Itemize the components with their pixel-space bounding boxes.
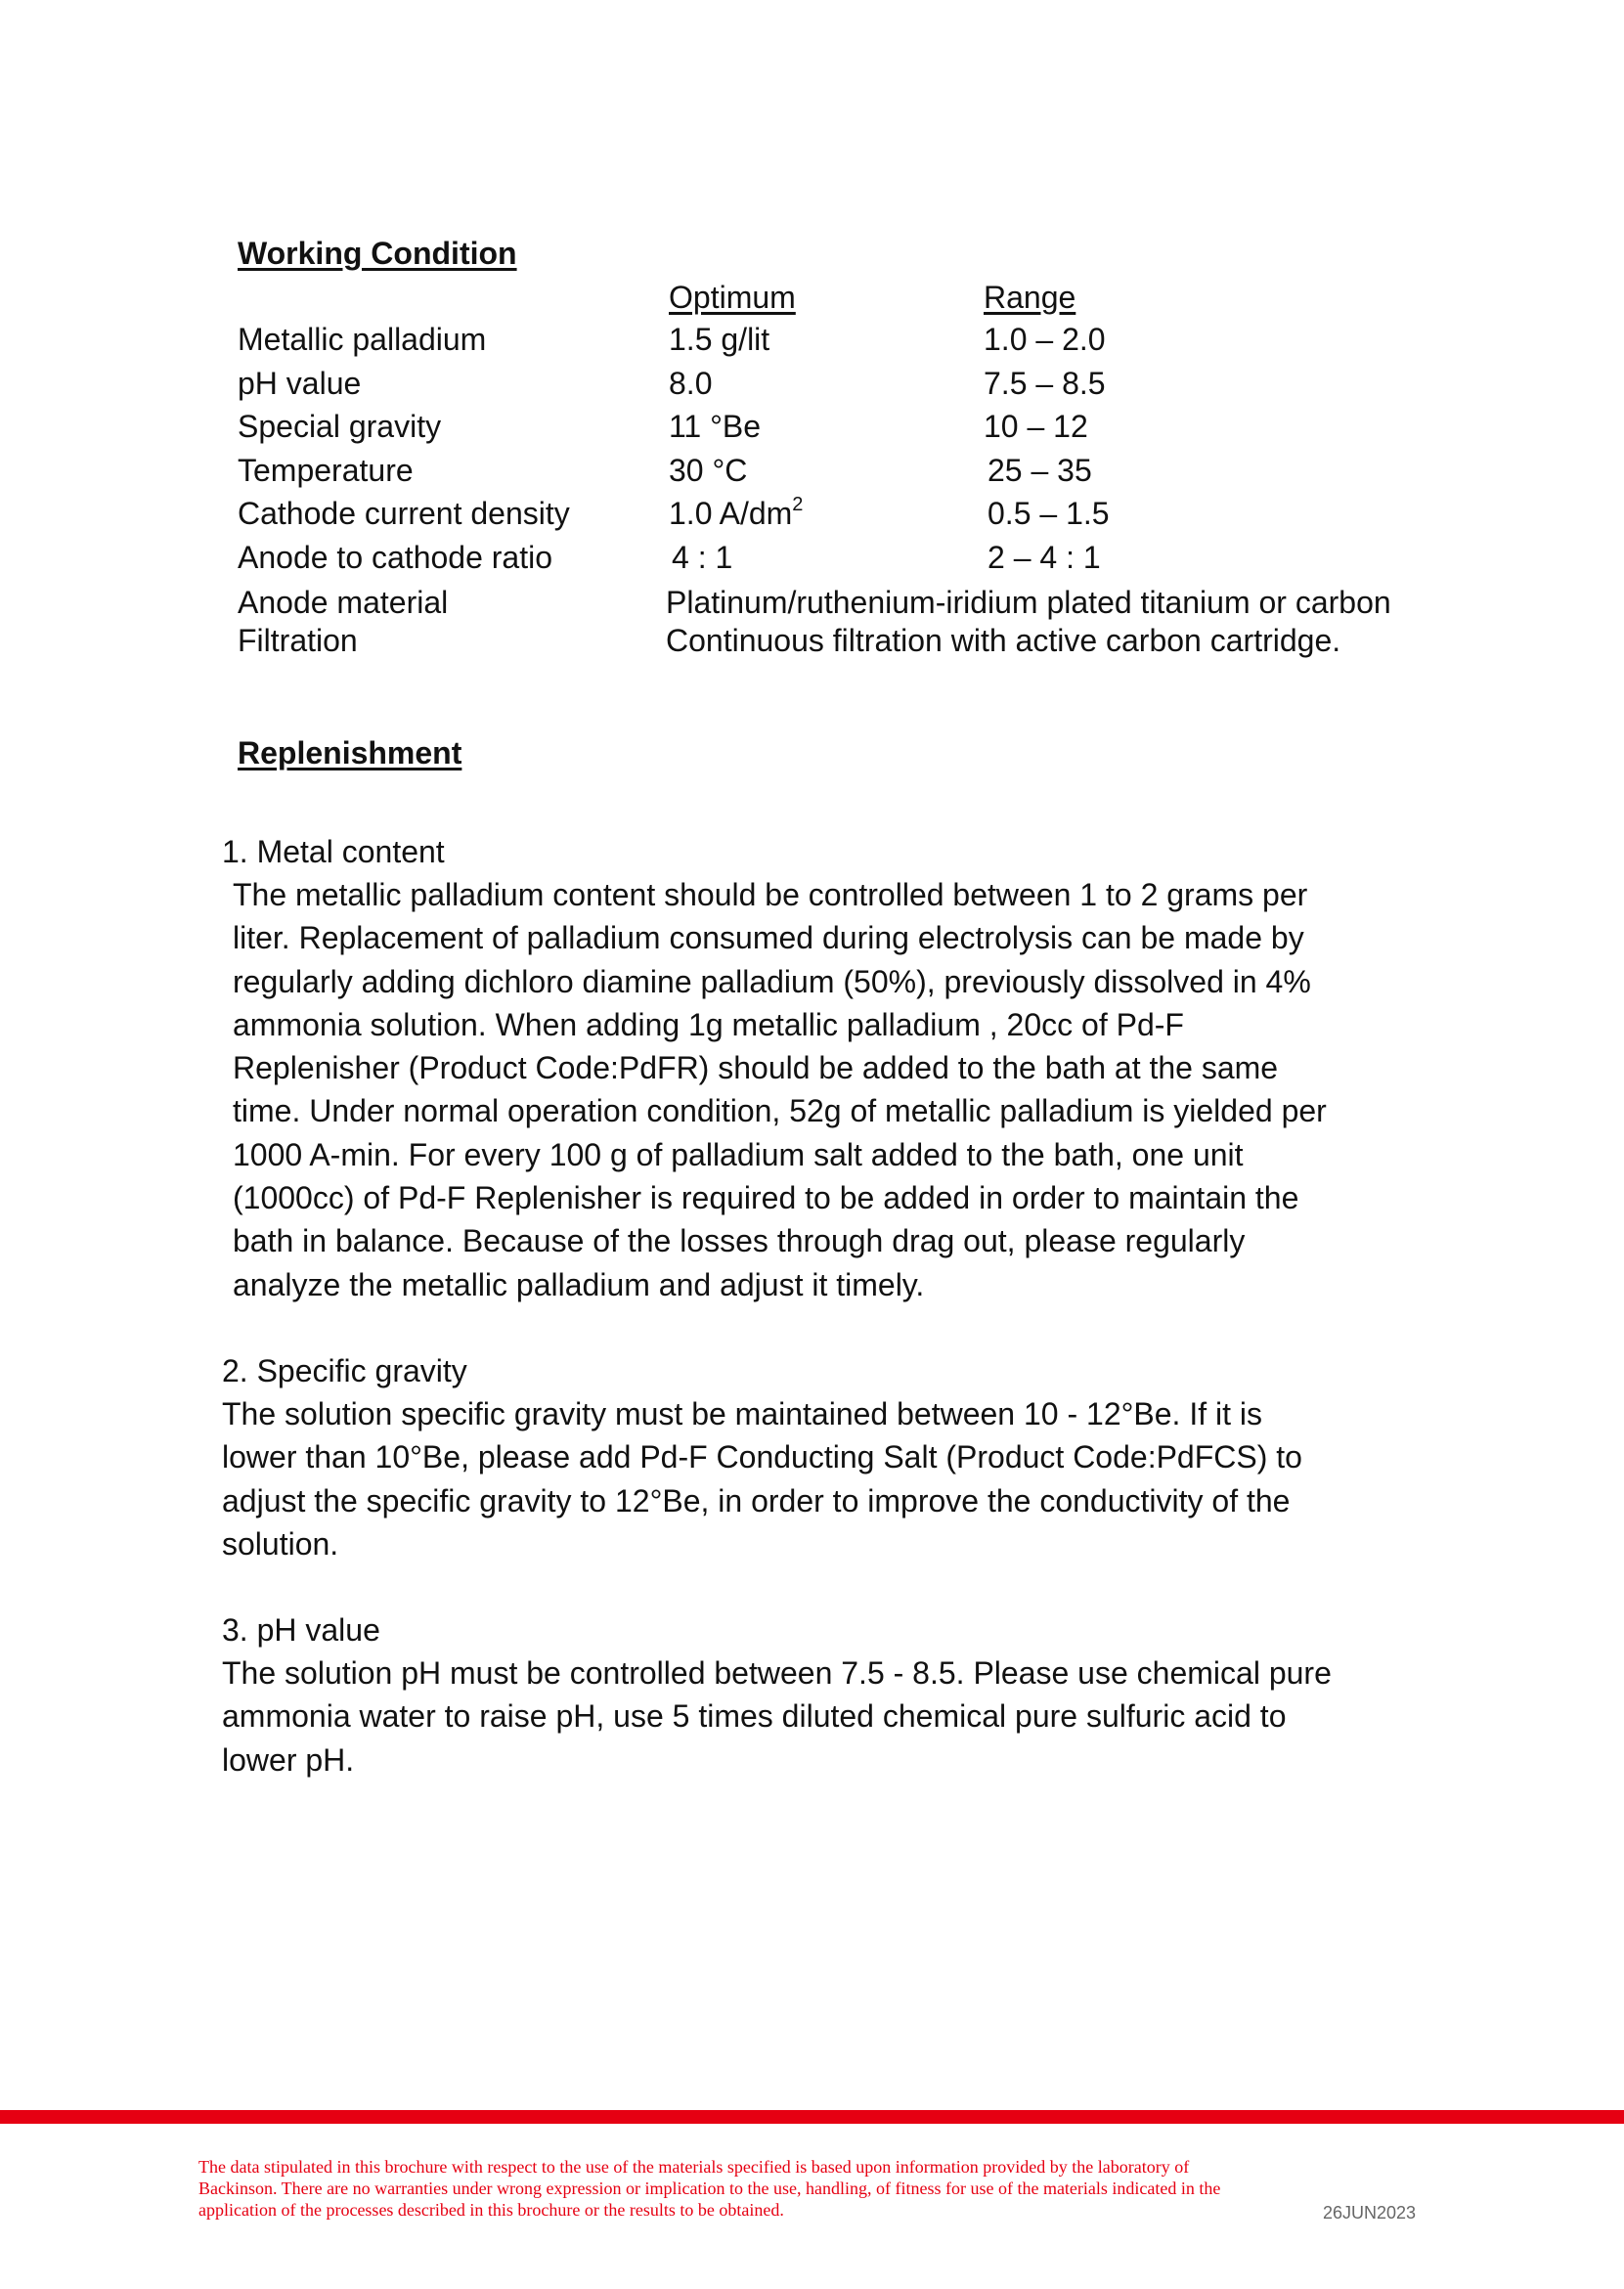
- condition-range: 25 – 35: [988, 453, 1092, 488]
- working-condition-heading: Working Condition: [238, 236, 517, 271]
- condition-range: 0.5 – 1.5: [988, 496, 1110, 531]
- condition-optimum: 8.0: [669, 366, 713, 401]
- condition-label: Special gravity: [238, 409, 442, 444]
- section-title-ph-value: 3. pH value: [222, 1612, 380, 1648]
- anode-material-label: Anode material: [238, 585, 449, 620]
- specific-gravity-paragraph: The solution specific gravity must be maintained between 10 - 12°Be. If it is lower than 10°Be, please add Pd-F Conducting Salt (Product Code:PdFCS) to adjust the specific gravity to 12°Be, in order to improve the conductivity of the solution.: [222, 1396, 1302, 1562]
- condition-optimum: 30 °C: [669, 453, 748, 488]
- condition-optimum: 1.0 $A/dm^2$: [669, 494, 804, 531]
- condition-range: 1.0 – 2.0: [984, 322, 1106, 357]
- condition-range: 2 – 4 : 1: [988, 540, 1101, 575]
- footer-red-bar: [0, 2110, 1624, 2124]
- condition-optimum: 4 : 1: [672, 540, 733, 575]
- anode-material-value: Platinum/ruthenium-iridium plated titanium or carbon: [666, 585, 1391, 620]
- optimum-column-header: Optimum: [669, 280, 796, 315]
- ph-value-paragraph: The solution pH must be controlled between 7.5 - 8.5. Please use chemical pure ammonia water to raise pH, use 5 times diluted chemical pure sulfuric acid to lower pH.: [222, 1655, 1332, 1778]
- section-title-specific-gravity: 2. Specific gravity: [222, 1353, 467, 1388]
- condition-label: Temperature: [238, 453, 414, 488]
- condition-label: pH value: [238, 366, 362, 401]
- range-column-header: Range: [984, 280, 1076, 315]
- footer-disclaimer: The data stipulated in this brochure with respect to the use of the materials specified is based upon information provided by the laboratory of Backinson. There are no warranties under wrong expression or implication to the use, handling, of fitness for use of the materials indicated in the application of the processes described in this brochure or the results to be obtained.: [198, 2157, 1221, 2220]
- replenishment-heading: Replenishment: [238, 735, 462, 770]
- condition-label: Anode to cathode ratio: [238, 540, 553, 575]
- filtration-label: Filtration: [238, 623, 358, 658]
- section-title-metal-content: 1. Metal content: [222, 834, 445, 869]
- superscript: 2: [792, 494, 804, 515]
- condition-range: 10 – 12: [984, 409, 1088, 444]
- filtration-value: Continuous filtration with active carbon cartridge.: [666, 623, 1341, 658]
- condition-label: Metallic palladium: [238, 322, 487, 357]
- condition-label: Cathode current density: [238, 496, 570, 531]
- condition-range: 7.5 – 8.5: [984, 366, 1106, 401]
- condition-optimum: 11 °Be: [669, 409, 762, 444]
- document-date: 26JUN2023: [1322, 2203, 1416, 2223]
- condition-optimum: 1.5 g/lit: [669, 322, 770, 357]
- metal-content-paragraph: The metallic palladium content should be controlled between 1 to 2 grams per liter. Replacement of palladium consumed during electrolysis can be made by regularly adding dichloro diamine palladium (50%), previously dissolved in 4% ammonia solution. When adding 1g metallic palladium , 20cc of Pd-F Replenisher (Product Code:PdFR) should be added to the bath at the same time. Under normal operation condition, 52g of metallic palladium is yielded per 1000 A-min. For every 100 g of palladium salt added to the bath, one unit (1000cc) of Pd-F Replenisher is required to be added in order to maintain the bath in balance. Because of the losses through drag out, please regularly analyze the metallic palladium and adjust it timely.: [233, 877, 1327, 1302]
